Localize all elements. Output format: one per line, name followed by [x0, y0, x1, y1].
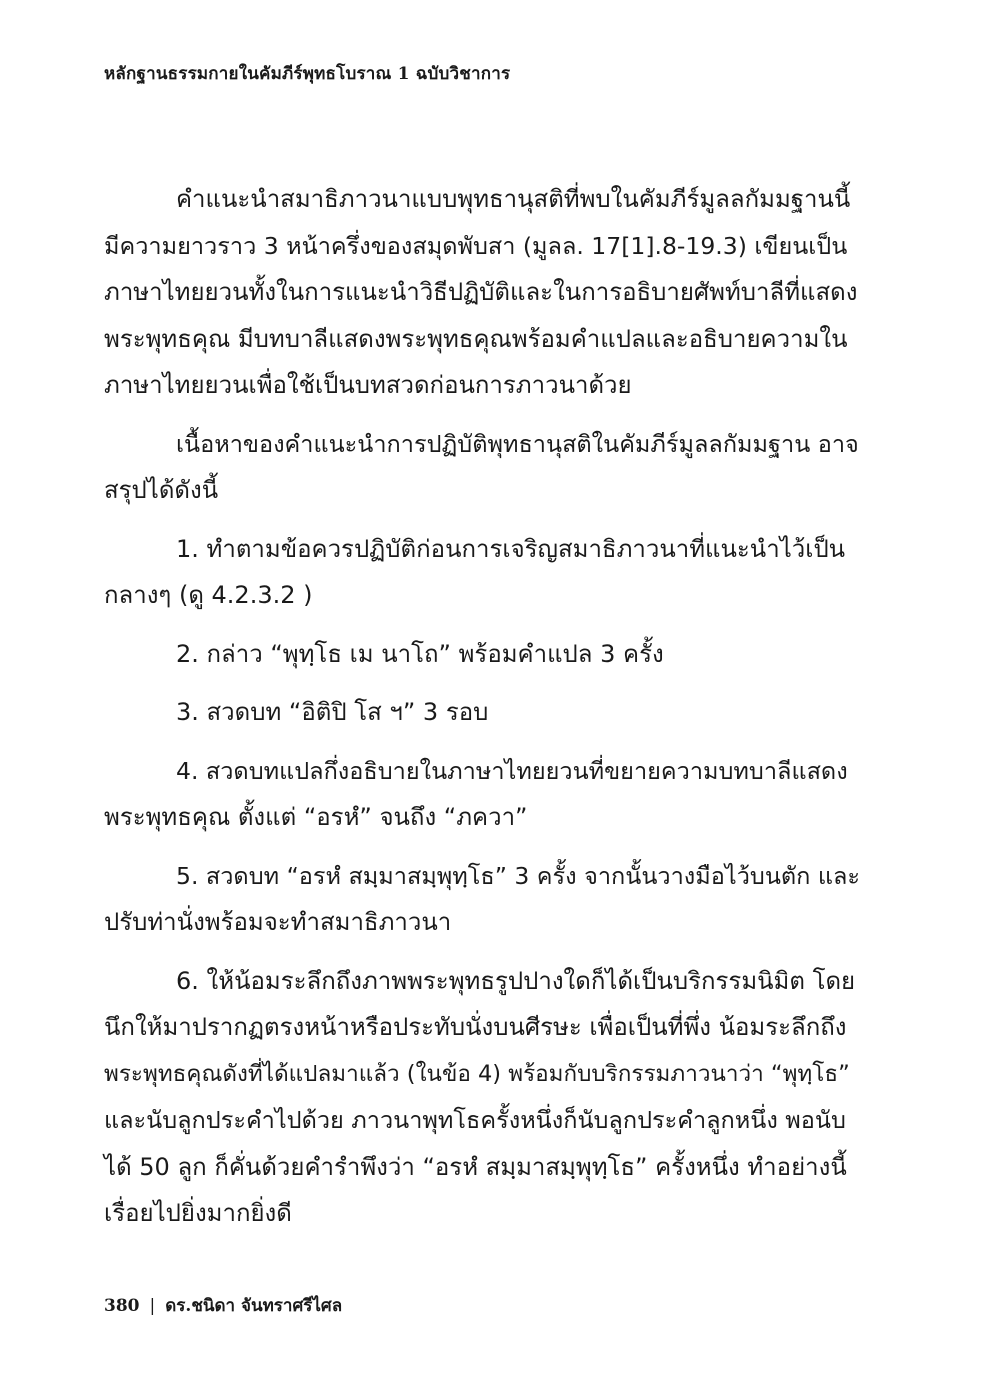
text-line: 3. สวดบท “อิติปิ โส ฯ” 3 รอบ [176, 698, 489, 726]
list-item-6 [104, 958, 860, 1237]
text-line: 2. กล่าว “พุทฺโธ เม นาโถ” พร้อมคำแปล 3 ครั้ง [176, 639, 664, 668]
text-line: และนับลูกประคำไปด้วย ภาวนาพุทโธครั้งหนึ่งก็นับลูกประคำลูกหนึ่ง พอนับ [104, 1106, 846, 1134]
text-line: คำแนะนำสมาธิภาวนาแบบพุทธานุสติที่พบในคัมภีร์มูลลกัมมฐานนี้ [176, 185, 851, 213]
text-line: พระพุทธคุณดังที่ได้แปลมาแล้ว (ในข้อ 4) พร้อมกับบริกรรมภาวนาว่า “พุทฺโธ” [104, 1060, 850, 1087]
text-line: นึกให้มาปรากฏตรงหน้าหรือประทับนั่งบนศีรษะ เพื่อเป็นที่พึ่ง น้อมระลึกถึง [104, 1013, 847, 1041]
text-line: พระพุทธคุณ มีบทบาลีแสดงพระพุทธคุณพร้อมคำแปลและอธิบายความใน [104, 324, 848, 353]
list-item-2 [104, 631, 860, 678]
text-line: ได้ 50 ลูก ก็คั่นด้วยคำรำพึงว่า “อรหํ สมฺมาสมฺพุทฺโธ” ครั้งหนึ่ง ทำอย่างนี้ [104, 1152, 847, 1181]
paragraph-intro [104, 176, 860, 409]
page-footer [104, 1292, 342, 1319]
text-line: พระพุทธคุณ ตั้งแต่ “อรหํ” จนถึง “ภควา” [104, 803, 528, 831]
footer-separator: | [149, 1296, 156, 1316]
text-line: มีความยาวราว 3 หน้าครึ่งของสมุดพับสา (มูลล. 17[1].8-19.3) เขียนเป็น [104, 231, 848, 260]
list-item-1 [104, 526, 860, 619]
list-item-5 [104, 853, 860, 946]
text-line: เรื่อยไปยิ่งมากยิ่งดี [104, 1199, 292, 1227]
text-line: ภาษาไทยยวนเพื่อใช้เป็นบทสวดก่อนการภาวนาด้วย [104, 371, 632, 399]
text-line: สรุปได้ดังนี้ [104, 476, 219, 504]
list-item-3 [104, 689, 860, 736]
list-item-4 [104, 748, 860, 841]
author-name: ดร.ชนิดา จันทราศรีไศล [165, 1296, 343, 1316]
text-line: 5. สวดบท “อรหํ สมฺมาสมฺพุทฺโธ” 3 ครั้ง จากนั้นวางมือไว้บนตัก และ [176, 861, 861, 890]
text-line: 1. ทำตามข้อควรปฏิบัติก่อนการเจริญสมาธิภาวนาที่แนะนำไว้เป็น [176, 534, 846, 563]
text-line: กลางๆ (ดู 4.2.3.2 ) [104, 581, 313, 609]
page-number: 380 [104, 1296, 140, 1316]
text-line: 6. ให้น้อมระลึกถึงภาพพระพุทธรูปปางใดก็ได้เป็นบริกรรมนิมิต โดย [176, 966, 856, 995]
text-line: ปรับท่านั่งพร้อมจะทำสมาธิภาวนา [104, 908, 452, 936]
text-line: ภาษาไทยยวนทั้งในการแนะนำวิธีปฏิบัติและในการอธิบายศัพท์บาลีที่แสดง [104, 278, 858, 306]
running-header: หลักฐานธรรมกายในคัมภีร์พุทธโบราณ 1 ฉบับวิชาการ [104, 64, 511, 84]
text-line: 4. สวดบทแปลกึ่งอธิบายในภาษาไทยยวนที่ขยายความบทบาลีแสดง [176, 756, 848, 785]
paragraph-summary [104, 421, 860, 514]
text-line: เนื้อหาของคำแนะนำการปฏิบัติพุทธานุสติในคัมภีร์มูลลกัมมฐาน อาจ [176, 429, 859, 458]
body-text [104, 176, 860, 1249]
